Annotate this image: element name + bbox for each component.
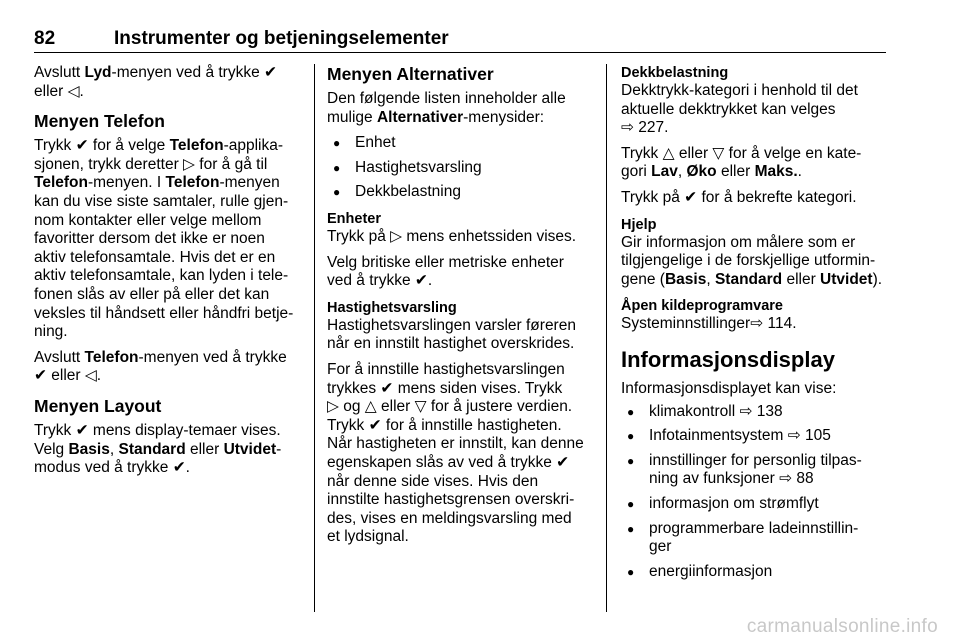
paragraph-apen-kildeprogramvare: Systeminnstillinger⇨ 114.: [621, 315, 797, 333]
heading-enheter: Enheter: [327, 210, 381, 227]
paragraph-layout: Trykk ✔ mens display-temaer vises. Velg Basis, Standard eller Utvidet- modus ved å trykke ✔.: [34, 421, 282, 477]
heading-apen-kildeprogramvare: Åpen kildeprogramvare: [621, 298, 783, 315]
paragraph-avslutt-telefon: Avslutt Telefon-menyen ved å trykke ✔ eller ◁.: [34, 348, 287, 385]
paragraph-informasjonsdisplay: Informasjonsdisplayet kan vise:: [621, 379, 837, 397]
column-divider-2: [606, 64, 607, 612]
heading-dekkbelastning: Dekkbelastning: [621, 65, 729, 81]
column-1: [34, 64, 306, 485]
list-item: ● Enhet: [327, 134, 599, 153]
paragraph-velge-kategori: Trykk △ eller ▽ for å velge en kate- gori Lav, Øko eller Maks..: [621, 144, 862, 181]
paragraph-hjelp: Gir informasjon om målere som er tilgjengelige i de forskjellige utformin- gene (Basis, Standard eller Utvidet).: [621, 233, 883, 288]
column-divider-1: [314, 64, 315, 612]
page-title: Instrumenter og betjeningselementer: [114, 28, 449, 49]
paragraph-avslutt-lyd: Avslutt Lyd-menyen ved å trykke ✔ eller ◁.: [34, 64, 277, 100]
paragraph-telefon: Trykk ✔ for å velge Telefon-applika- sjonen, trykk deretter ▷ for å gå til Telefon-menyen. I Telefon-menyen kan du vise siste samtaler, rulle gjen- nom kontakter eller velge mellom favoritter dersom det ikke er noen aktiv telefonsamtale. Hvis det er en aktiv telefonsamtale, kan lyden i tele- fonen slås av eller på eller det kan veksles til håndsett eller håndfri betje- ning.: [34, 137, 294, 341]
paragraph-hastighetsvarsling: Hastighetsvarslingen varsler føreren når en innstilt hastighet overskrides.: [327, 316, 576, 353]
list-item: ● informasjon om strømflyt: [621, 495, 893, 514]
list-item: ● innstillinger for personlig tilpas- ning av funksjoner ⇨ 88: [621, 452, 893, 489]
column-3: [621, 64, 893, 588]
paragraph-dekkbelastning: Dekktrykk-kategori i henhold til det aktuelle dekktrykket kan velges ⇨ 227.: [621, 82, 858, 137]
heading-menyen-telefon: Menyen Telefon: [34, 111, 165, 132]
heading-hastighetsvarsling: Hastighetsvarsling: [327, 299, 457, 316]
heading-menyen-alternativer: Menyen Alternativer: [327, 64, 494, 84]
paragraph-alternativer-intro: Den følgende listen inneholder alle mulige Alternativer-menysider:: [327, 90, 566, 126]
heading-hjelp: Hjelp: [621, 216, 657, 233]
column-2: [327, 64, 599, 554]
list-item: ● energiinformasjon: [621, 563, 893, 582]
list-item: ● programmerbare ladeinnstillin- ger: [621, 520, 893, 557]
informasjonsdisplay-list: [621, 403, 893, 582]
paragraph-enheter: Trykk på ▷ mens enhetssiden vises.: [327, 227, 577, 245]
heading-informasjonsdisplay: Informasjonsdisplay: [621, 346, 835, 372]
list-item: ● Dekkbelastning: [327, 183, 599, 202]
list-item: ● Infotainmentsystem ⇨ 105: [621, 427, 893, 446]
paragraph-bekrefte-kategori: Trykk på ✔ for å bekrefte kategori.: [621, 188, 857, 206]
heading-menyen-layout: Menyen Layout: [34, 395, 162, 416]
watermark: carmanualsonline.info: [746, 616, 938, 637]
header-rule: [34, 52, 886, 53]
paragraph-innstille-hastighet: For å innstille hastighetsvarslingen trykkes ✔ mens siden vises. Trykk ▷ og △ eller ▽ for å justere verdien. Trykk ✔ for å innstille hastigheten. Når hastigheten er innstilt, kan denne egenskapen slås av ved å trykke ✔ når denne side vises. Hvis den innstilte hastighetsgrensen overskri- des, vises en meldingsvarsling med et lydsignal.: [327, 360, 584, 546]
list-item: ● klimakontroll ⇨ 138: [621, 403, 893, 422]
list-item: ● Hastighetsvarsling: [327, 159, 599, 178]
page-number: 82: [34, 28, 56, 49]
paragraph-britiske-enheter: Velg britiske eller metriske enheter ved å trykke ✔.: [327, 253, 564, 290]
page-header: [34, 28, 886, 52]
alternativer-list: [327, 134, 599, 202]
